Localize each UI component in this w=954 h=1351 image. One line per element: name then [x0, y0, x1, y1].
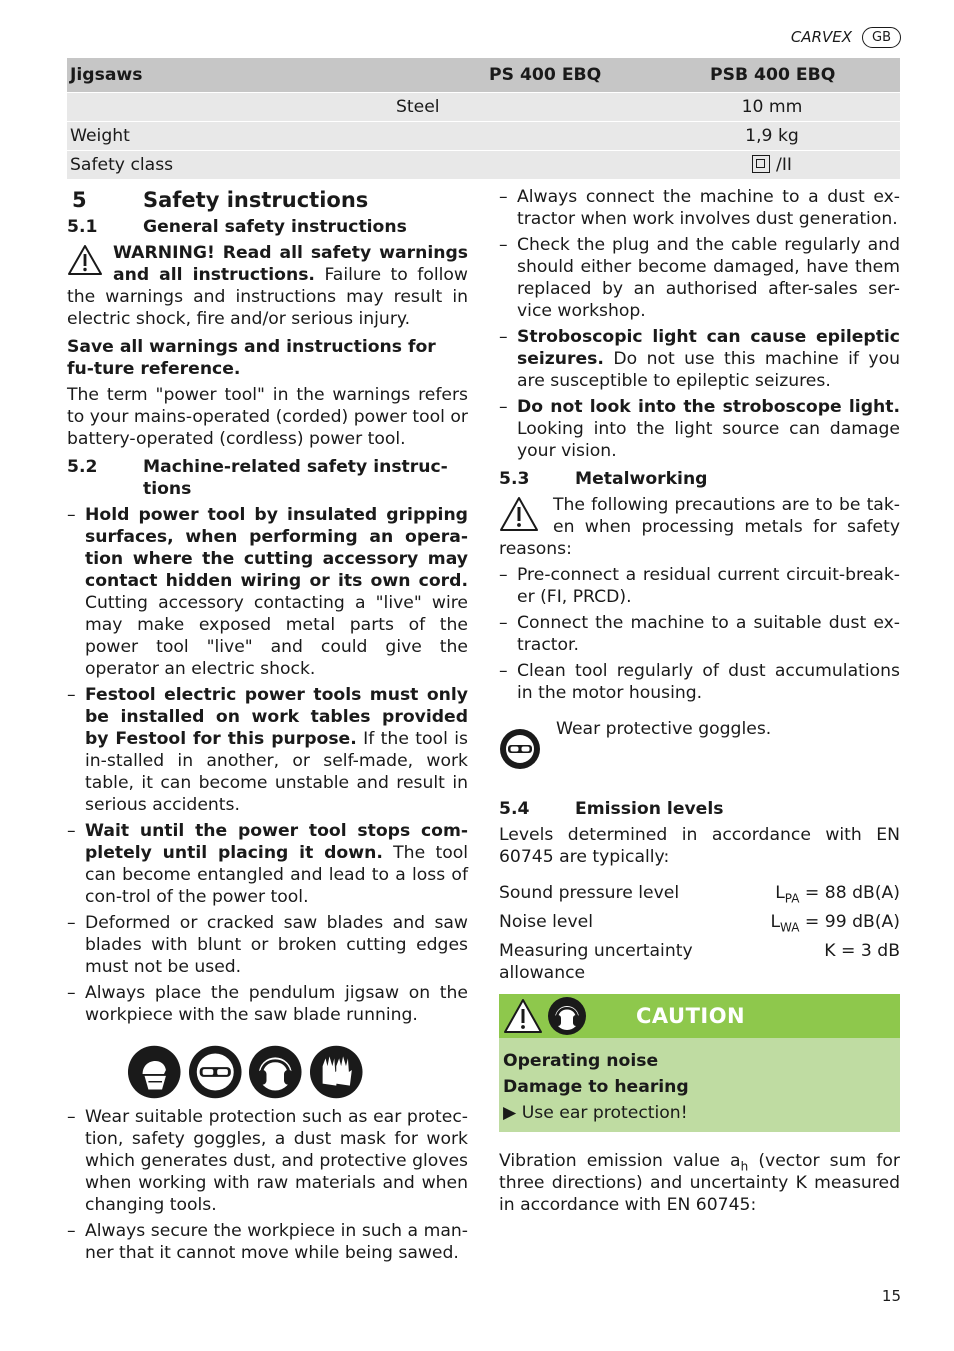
list-item: – Always secure the workpiece in such a man-ner that it cannot move while being sawed. [67, 1221, 468, 1263]
list-item: – Always place the pendulum jigsaw on the workpiece with the saw blade running. [67, 983, 468, 1025]
emission-symbol: L [775, 883, 785, 903]
bullet-text: Pre-connect a residual current circuit-break-er (FI, PRCD). [517, 565, 900, 607]
bullet-text: If the tool is in-stalled in another, or self-made, work table, it can become unstable and result in serious accidents. [85, 729, 468, 815]
bullet-text: Check the plug and the cable regularly and should either become damaged, have them replaced by an authorised after-sales ser-vice workshop. [517, 235, 900, 321]
bullet-text: The tool can become entangled and lead to a loss of con-trol of the power tool. [85, 843, 468, 907]
spec-weight-value: 1,9 kg [745, 126, 799, 146]
spec-head-ps400: PS 400 EBQ [489, 65, 602, 85]
section-5-3-heading [499, 468, 900, 490]
caution-title: CAUTION [636, 1004, 746, 1028]
spec-table-header [67, 58, 900, 93]
save-instructions: Save all warnings and instructions for fu-ture reference. [67, 337, 436, 379]
section-number: 5.3 [499, 469, 530, 489]
warning-triangle-icon [499, 496, 539, 532]
safety-class-icon [752, 155, 770, 173]
list-item: – Stroboscopic light can cause epileptic seizures. Do not use this machine if you are susceptible to epileptic seizures. [499, 327, 900, 391]
bullet-bold: Festool electric power tools must only be installed on work tables provided by Festool for this purpose. [85, 685, 468, 749]
spec-row-steel [67, 93, 900, 122]
power-tool-term: The term "power tool" in the warnings refers to your mains-operated (corded) power tool or battery-operated (cordless) power tool. [67, 385, 468, 449]
spec-row-weight [67, 122, 900, 151]
section-number: 5.4 [499, 799, 530, 819]
metalworking-intro [499, 494, 900, 560]
list-item: – Connect the machine to a suitable dust ex-tractor. [499, 613, 900, 655]
bullet-text: Always secure the workpiece in such a man-ner that it cannot move while being sawed. [85, 1221, 468, 1263]
bullet-bold: Wait until the power tool stops com-pletely until placing it down. [85, 821, 468, 863]
list-item: – Check the plug and the cable regularly and should either become damaged, have them replaced by an authorised after-sales ser-vice workshop. [499, 235, 900, 321]
emission-label: Sound pressure level [499, 883, 680, 903]
spec-head-psb400: PSB 400 EBQ [710, 65, 836, 85]
spec-safety-label: Safety class [70, 155, 174, 175]
list-item: – Pre-connect a residual current circuit-break-er (FI, PRCD). [499, 565, 900, 607]
section-5-1-heading [67, 216, 468, 238]
section-title: Metalworking [575, 469, 708, 489]
section-number: 5 [72, 188, 87, 212]
vibration-text [499, 1150, 900, 1216]
emission-row-noise-level [499, 911, 900, 933]
bullet-text: Connect the machine to a suitable dust ex-tractor. [517, 613, 900, 655]
metalworking-intro-text: The following precautions are to be tak-en when processing metals for safety reasons: [499, 495, 900, 559]
list-item: – Deformed or cracked saw blades and saw blades with blunt or broken cutting edges must not be used. [67, 913, 468, 977]
bullet-bold: Hold power tool by insulated gripping surfaces, when performing an opera-tion where the cutting accessory may contact hidden wiring or its own cord. [85, 505, 468, 591]
page-header [791, 26, 901, 48]
caution-body [499, 1038, 900, 1132]
bullet-text: Cutting accessory contacting a "live" wire may make exposed metal parts of the power tool "live" and could give the operator an electric shock. [85, 593, 468, 679]
emission-subscript: PA [784, 891, 800, 906]
section-number: 5.1 [67, 217, 98, 237]
bullet-bold: Stroboscopic light can cause epileptic seizures. [517, 327, 900, 369]
vibration-subscript: h [740, 1159, 749, 1174]
section-number: 5.2 [67, 457, 98, 477]
spec-steel-label: Steel [396, 97, 440, 117]
bullet-arrow-icon: ▶ [503, 1103, 517, 1123]
caution-action-text: Use ear protection! [521, 1103, 688, 1123]
emission-label: Noise level [499, 912, 594, 932]
section-5-4-heading [499, 798, 900, 820]
bullet-text: Always place the pendulum jigsaw on the workpiece with the saw blade running. [85, 983, 468, 1025]
section-title: Emission levels [575, 799, 724, 819]
list-item: – Clean tool regularly of dust accumulations in the motor housing. [499, 661, 900, 703]
bullet-bold: Do not look into the stroboscope light. [517, 397, 900, 417]
spec-weight-label: Weight [70, 126, 130, 146]
section-title: Machine-related safety instruc-tions [143, 457, 448, 499]
gloves-icon [309, 1044, 364, 1100]
caution-action [503, 1100, 896, 1126]
left-column [67, 186, 468, 1264]
safety-goggles-icon [499, 728, 541, 770]
emission-value [775, 882, 900, 904]
spec-head-jigsaws: Jigsaws [70, 65, 143, 85]
vibration-text-a: Vibration emission value a [499, 1151, 741, 1171]
warning-text: Failure to follow the warnings and instructions may result in electric shock, fire and/or serious injury. [67, 265, 468, 329]
emission-subscript: WA [780, 920, 800, 935]
section-title: General safety instructions [143, 217, 407, 237]
warning-triangle-icon [67, 244, 103, 276]
bullet-text: Wear suitable protection such as ear protec-tion, safety goggles, a dust mask for work which generates dust, and protective gloves when working with raw materials and when changing tools. [85, 1107, 468, 1215]
safety-goggles-icon [188, 1044, 243, 1100]
emission-row-sound-pressure [499, 882, 900, 904]
emission-value [770, 911, 900, 933]
spec-safety-text: /II [776, 155, 792, 175]
emission-value: K = 3 dB [824, 941, 900, 961]
section-5-2-heading [67, 456, 468, 500]
list-item: – Festool electric power tools must only be installed on work tables provided by Festool for this purpose. If the tool is in-stalled in another, or self-made, work table, it can become unstable and result in serious accidents. [67, 685, 468, 815]
section-5-heading [67, 188, 468, 212]
spec-safety-value [627, 154, 917, 176]
warning-bold-text: WARNING! Read all safety warnings and all instructions. [113, 243, 468, 285]
page-number: 15 [881, 1287, 901, 1305]
goggles-notice [499, 718, 900, 770]
caution-box [499, 994, 900, 1132]
bullet-text: Do not use this machine if you are susceptible to epileptic seizures. [517, 349, 900, 391]
caution-bar [499, 994, 900, 1038]
emission-intro: Levels determined in accordance with EN 60745 are typically: [499, 825, 900, 867]
list-item: – Wear suitable protection such as ear protec-tion, safety goggles, a dust mask for work which generates dust, and protective gloves when working with raw materials and when changing tools. [67, 1107, 468, 1215]
emission-number: = 88 dB(A) [799, 883, 900, 903]
goggles-text: Wear protective goggles. [556, 719, 772, 739]
warning-triangle-icon [503, 998, 543, 1034]
emission-symbol: L [770, 912, 781, 932]
ear-protection-icon [547, 996, 587, 1036]
brand-name: CARVEX [790, 28, 852, 46]
caution-line: Damage to hearing [503, 1077, 689, 1097]
caution-line: Operating noise [503, 1051, 659, 1071]
emission-label: Measuring uncertainty allowance [499, 941, 693, 983]
general-warning [67, 242, 468, 330]
bullet-text: Always connect the machine to a dust ex-tractor when work involves dust generation. [517, 187, 900, 229]
bullet-text: Deformed or cracked saw blades and saw blades with blunt or broken cutting edges must not be used. [85, 913, 468, 977]
ppe-icons [127, 1044, 363, 1100]
spec-steel-value: 10 mm [741, 97, 803, 117]
spec-table [67, 58, 900, 180]
list-item: – Do not look into the stroboscope light. Looking into the light source can damage your vision. [499, 397, 900, 461]
ear-protection-icon [248, 1044, 303, 1100]
list-item: – Hold power tool by insulated gripping surfaces, when performing an opera-tion where the cutting accessory may contact hidden wiring or its own cord. Cutting accessory contacting a "live" wire may make exposed metal parts of the power tool "live" and could give the operator an electric shock. [67, 505, 468, 679]
emission-number: = 99 dB(A) [799, 912, 900, 932]
spec-row-safety [67, 151, 900, 180]
bullet-text: Looking into the light source can damage your vision. [517, 419, 900, 461]
vibration-text-b: (vector sum for three directions) and uncertainty K measured in accordance with EN 60745: [499, 1151, 900, 1215]
section-title: Safety instructions [143, 188, 369, 212]
right-column [499, 186, 900, 1216]
bullet-text: Clean tool regularly of dust accumulations in the motor housing. [517, 661, 900, 703]
list-item: – Wait until the power tool stops com-pletely until placing it down. The tool can become entangled and lead to a loss of con-trol of the power tool. [67, 821, 468, 907]
emission-row-uncertainty [499, 940, 900, 984]
list-item: – Always connect the machine to a dust ex-tractor when work involves dust generation. [499, 187, 900, 229]
language-badge: GB [862, 27, 901, 48]
dust-mask-icon [127, 1044, 182, 1100]
